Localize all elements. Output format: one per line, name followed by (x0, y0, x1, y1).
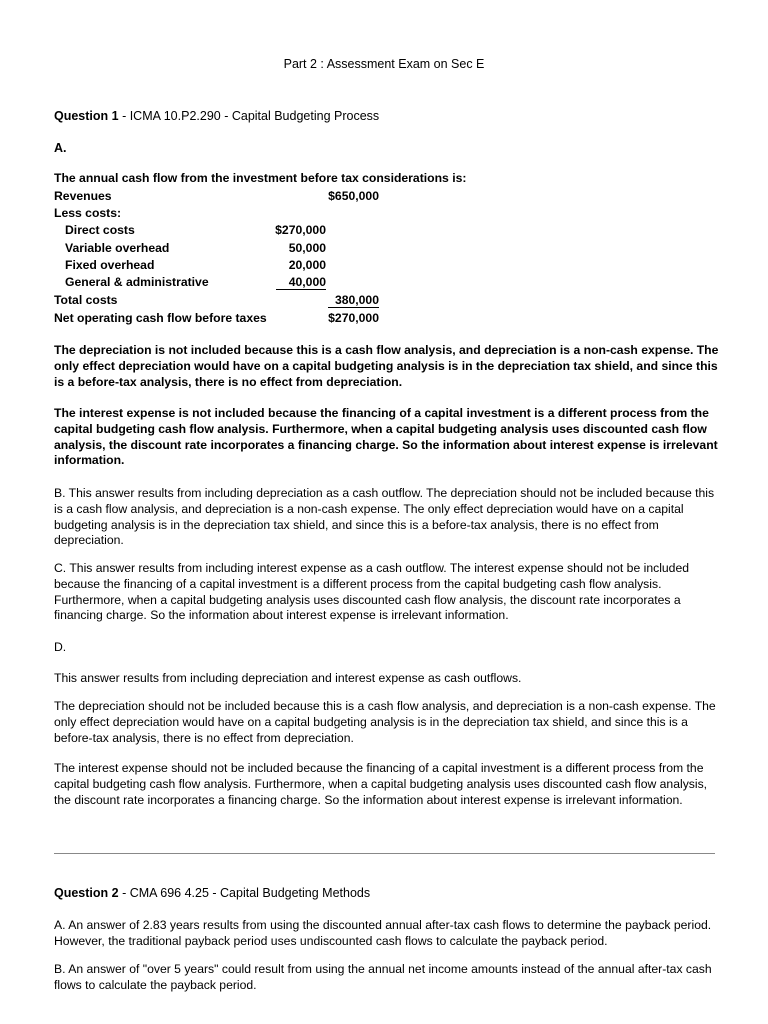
cost-item-label: Variable overhead (65, 241, 170, 255)
net-cash-flow-label: Net operating cash flow before taxes (54, 311, 267, 325)
total-costs-value: 380,000 (328, 293, 379, 308)
explanation-interest: The interest expense is not included because the financing of a capital investment is a different process from the capital budgeting cash flow analysis. Furthermore, when a capital budgeting analysis uses discounted cash flow analysis, the discount rate incorporates a financing charge. So the information about interest expense is irrelevant information. (54, 406, 718, 468)
question-2-heading (54, 886, 370, 900)
question-2-option-a: A. An answer of 2.83 years results from using the discounted annual after-tax cash flows to determine the payback period. However, the traditional payback period uses undiscounted cash flows to calculate the payback period. (54, 918, 712, 948)
option-d-depreciation: The depreciation should not be included because this is a cash flow analysis, and depreciation is a non-cash expense. The only effect depreciation would have on a capital budgeting analysis is in the depreciation tax shield, and since this is a before-tax analysis, there is no effect from depreciation. (54, 699, 716, 745)
cost-item-value: $270,000 (275, 223, 326, 237)
explanation-depreciation: The depreciation is not included because this is a cash flow analysis, and depreciation is a non-cash expense. The only effect depreciation would have on a capital budgeting analysis is in the depreciation tax shield, and since this is a before-tax analysis, there is no effect from depreciation. (54, 343, 719, 389)
cost-item-label: General & administrative (65, 275, 209, 289)
revenues-value: $650,000 (328, 189, 379, 203)
question-2-option-b: B. An answer of "over 5 years" could result from using the annual net income amounts instead of the annual after-tax cash flows to calculate the payback period. (54, 962, 712, 992)
table-intro: The annual cash flow from the investment before tax considerations is: (54, 171, 467, 185)
page-title: Part 2 : Assessment Exam on Sec E (283, 57, 485, 71)
question-2-ref: - CMA 696 4.25 - Capital Budgeting Methods (118, 886, 371, 900)
option-d-interest: The interest expense should not be included because the financing of a capital investment is a different process from the capital budgeting cash flow analysis. Furthermore, when a capital budgeting analysis uses discounted cash flow analysis, the discount rate incorporates a financing charge. So the information about interest expense is irrelevant information. (54, 761, 708, 807)
cost-item-label: Fixed overhead (65, 258, 155, 272)
option-c-text: C. This answer results from including interest expense as a cash outflow. The interest expense should not be included because the financing of a capital investment is a different process from the capital budgeting cash flow analysis. Furthermore, when a capital budgeting analysis uses discounted cash flow analysis, the discount rate incorporates a financing charge. So the information about interest expense is irrelevant information. (54, 561, 690, 623)
question-2-label: Question 2 (54, 886, 119, 900)
section-divider (54, 853, 715, 854)
question-1-label: Question 1 (54, 109, 119, 123)
total-costs-label: Total costs (54, 293, 118, 307)
cost-item-value: 20,000 (288, 258, 326, 272)
question-1-ref: - ICMA 10.P2.290 - Capital Budgeting Process (118, 109, 380, 123)
question-1-heading (54, 109, 379, 123)
cost-item-label: Direct costs (65, 223, 135, 237)
less-costs-label: Less costs: (54, 206, 122, 220)
cost-item-value: 50,000 (288, 241, 326, 255)
option-b-text: B. This answer results from including depreciation as a cash outflow. The depreciation should not be included because this is a cash flow analysis, and depreciation is a non-cash expense. The only effect depreciation would have on a capital budgeting analysis is in the depreciation tax shield, and since this is a before-tax analysis, there is no effect from depreciation. (54, 486, 715, 548)
net-cash-flow-value: $270,000 (328, 311, 379, 325)
answer-a-label: A. (54, 141, 67, 155)
revenues-label: Revenues (54, 189, 112, 203)
option-d-text: This answer results from including depreciation and interest expense as cash outflows. (54, 671, 522, 685)
cost-item-value: 40,000 (276, 275, 326, 290)
option-d-label: D. (54, 640, 67, 654)
